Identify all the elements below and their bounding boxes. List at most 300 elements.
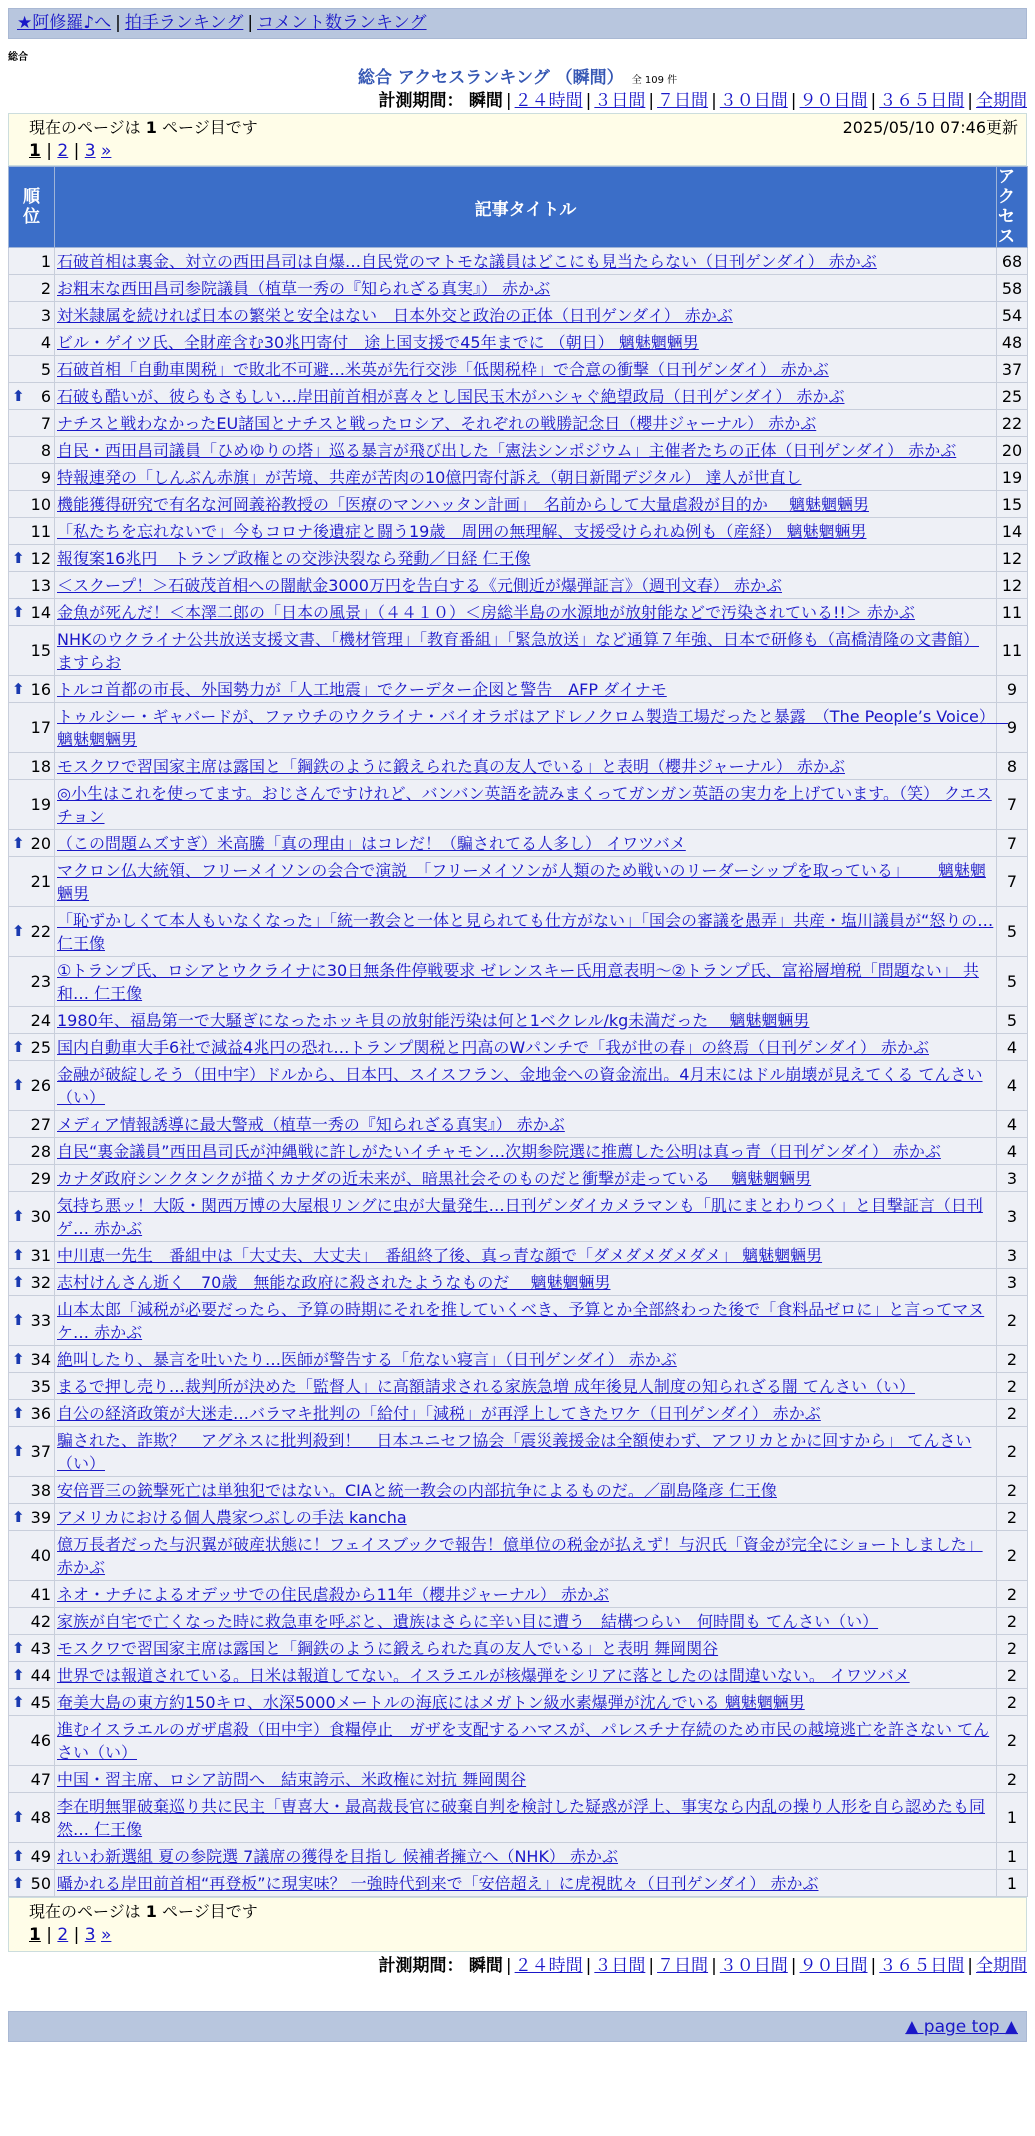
table-row xyxy=(9,356,1028,383)
rank-number: 28 xyxy=(30,1141,51,1161)
table-header-row xyxy=(9,167,1028,248)
table-row xyxy=(9,1165,1028,1192)
rank-cell xyxy=(9,329,55,356)
rank-up-arrow-icon: ⬆ xyxy=(12,1403,25,1422)
section-label: 総合 xyxy=(8,52,28,63)
page-title xyxy=(8,67,1027,89)
rank-number: 4 xyxy=(40,332,51,352)
access-count-cell: 1 xyxy=(997,1843,1028,1870)
title-cell xyxy=(55,1061,997,1111)
period-separator: | xyxy=(711,91,717,111)
article-link[interactable]: 自民“裏金議員”西田昌司氏が沖縄戦に許しがたいイチャモン…次期参院選に推薦した公明は真っ青（日刊ゲンダイ） 赤かぶ xyxy=(57,1141,941,1161)
title-cell xyxy=(55,599,997,626)
rank-cell xyxy=(9,1716,55,1766)
table-row xyxy=(9,857,1028,907)
rank-cell xyxy=(9,1793,55,1843)
rank-up-arrow-icon: ⬆ xyxy=(12,1507,25,1526)
period-link-3[interactable]: ３０日間 xyxy=(719,1956,788,1976)
rank-cell xyxy=(9,703,55,753)
table-row xyxy=(9,1531,1028,1581)
rank-cell xyxy=(9,1581,55,1608)
spacer xyxy=(8,1978,1027,2011)
rank-number: 10 xyxy=(30,494,51,514)
article-link[interactable]: マクロン仏大統領、フリーメイソンの会合で演説 「フリーメイソンが人類のため戦いのリーダーシップを取っている」 魑魅魍魎男 xyxy=(57,860,986,903)
page-link-2[interactable]: 2 xyxy=(57,141,69,161)
rank-number: 34 xyxy=(30,1349,51,1369)
rank-number: 31 xyxy=(30,1245,51,1265)
title-cell xyxy=(55,1608,997,1635)
access-count-cell: 2 xyxy=(997,1400,1028,1427)
article-link[interactable]: 騙された、詐欺？ アグネスに批判殺到！ 日本ユニセフ協会「震災義援金は全額使わず、アフリカとかに回すから」 てんさい（い） xyxy=(57,1430,972,1473)
period-link-5[interactable]: ３６５日間 xyxy=(879,1956,965,1976)
title-cell xyxy=(55,1635,997,1662)
rank-up-arrow-icon: ⬆ xyxy=(12,1665,25,1684)
rank-cell xyxy=(9,1504,55,1531)
article-link[interactable]: ネオ・ナチによるオデッサでの住民虐殺から11年（櫻井ジャーナル） 赤かぶ xyxy=(57,1584,610,1604)
rank-column-header: 順 位 xyxy=(9,167,55,248)
rank-up-arrow-icon: ⬆ xyxy=(12,833,25,852)
period-selector-bottom xyxy=(8,1954,1027,1978)
title-cell xyxy=(55,1477,997,1504)
article-link[interactable]: 金魚が死んだ！＜本澤二郎の「日本の風景」（４４１０）＜房総半島の水源地が放射能などで汚染されている!!＞ 赤かぶ xyxy=(57,602,915,622)
period-link-2[interactable]: ７日間 xyxy=(657,1956,709,1976)
table-row xyxy=(9,302,1028,329)
table-row xyxy=(9,830,1028,857)
rank-cell xyxy=(9,464,55,491)
page-link-3[interactable]: 3 xyxy=(84,1925,96,1945)
rank-number: 24 xyxy=(30,1010,51,1030)
title-cell xyxy=(55,437,997,464)
rank-cell xyxy=(9,518,55,545)
rank-number: 44 xyxy=(30,1665,51,1685)
access-count-cell: 7 xyxy=(997,830,1028,857)
rank-cell xyxy=(9,1843,55,1870)
title-cell xyxy=(55,329,997,356)
article-link[interactable]: れいわ新選組 夏の参院選 7議席の獲得を目指し 候補者擁立へ（NHK） 赤かぶ xyxy=(57,1846,619,1866)
period-link-1[interactable]: ３日間 xyxy=(594,91,646,111)
access-count-cell: 2 xyxy=(997,1373,1028,1400)
page-separator: | xyxy=(40,141,58,161)
rank-cell xyxy=(9,1766,55,1793)
title-column-header: 記事タイトル xyxy=(55,167,997,248)
article-link[interactable]: 石破首相「自動車関税」で敗北不可避…米英が先行交渉「低関税枠」で合意の衝撃（日刊ゲンダイ） 赤かぶ xyxy=(57,359,829,379)
table-row xyxy=(9,491,1028,518)
access-count-cell: 11 xyxy=(997,599,1028,626)
ranking-title: 総合 アクセスランキング （瞬間） xyxy=(357,68,624,88)
article-link[interactable]: 奄美大島の東方約150キロ、水深5000メートルの海底にはメガトン級水素爆弾が沈んでいる 魑魅魍魎男 xyxy=(57,1692,805,1712)
title-cell xyxy=(55,1427,997,1477)
nav-separator: | xyxy=(115,13,121,33)
table-row xyxy=(9,1581,1028,1608)
period-link-3[interactable]: ３０日間 xyxy=(719,91,788,111)
rank-cell xyxy=(9,830,55,857)
title-cell xyxy=(55,383,997,410)
table-row xyxy=(9,275,1028,302)
ranking-table-body xyxy=(9,248,1028,1897)
period-link-0[interactable]: ２４時間 xyxy=(514,91,583,111)
article-link[interactable]: トルコ首都の市長、外国勢力が「人工地震」でクーデター企図と警告 AFP ダイナモ xyxy=(57,679,667,699)
article-link[interactable]: 石破首相は裏金、対立の西田昌司は自爆…自民党のマトモな議員はどこにも見当たらない（日刊ゲンダイ） 赤かぶ xyxy=(57,251,877,271)
access-count-cell: 20 xyxy=(997,437,1028,464)
period-link-2[interactable]: ７日間 xyxy=(657,91,709,111)
rank-cell xyxy=(9,1138,55,1165)
rank-cell xyxy=(9,302,55,329)
title-cell xyxy=(55,1400,997,1427)
table-row xyxy=(9,1870,1028,1897)
period-link-5[interactable]: ３６５日間 xyxy=(879,91,965,111)
article-link[interactable]: 中国・習主席、ロシア訪問へ 結束誇示、米政権に対抗 舞岡関谷 xyxy=(57,1769,527,1789)
article-link[interactable]: （この問題ムズすぎ）米高騰「真の理由」はコレだ！（騙されてる人多し） イワツバメ xyxy=(57,833,686,853)
rank-number: 13 xyxy=(30,575,51,595)
access-count-cell: 14 xyxy=(997,518,1028,545)
article-link[interactable]: 1980年、福島第一で大騒ぎになったホッキ貝の放射能汚染は何と1ベクレル/kg未満だった 魑魅魍魎男 xyxy=(57,1010,810,1030)
title-cell xyxy=(55,753,997,780)
article-link[interactable]: ビル・ゲイツ氏、全財産含む30兆円寄付 途上国支援で45年までに （朝日） 魑魅魍魎男 xyxy=(57,332,699,352)
title-cell xyxy=(55,907,997,957)
period-link-1[interactable]: ３日間 xyxy=(594,1956,646,1976)
rank-cell xyxy=(9,780,55,830)
rank-number: 32 xyxy=(30,1272,51,1292)
rank-up-arrow-icon: ⬆ xyxy=(12,1808,25,1826)
title-cell xyxy=(55,957,997,1007)
title-cell xyxy=(55,1111,997,1138)
article-link[interactable]: ナチスと戦わなかったEU諸国とナチスと戦ったロシア、それぞれの戦勝記念日（櫻井ジャーナル） 赤かぶ xyxy=(57,413,817,433)
article-link[interactable]: 億万長者だった与沢翼が破産状態に！フェイスブックで報告！億単位の税金が払えず！与沢氏「資金が完全にショートしました」 赤かぶ xyxy=(57,1534,983,1577)
table-row xyxy=(9,1608,1028,1635)
article-link[interactable]: ◎小生はこれを使ってます。おじさんですけれど、バンバン英語を読みまくってガンガン英語の実力を上げています。（笑） クエスチョン xyxy=(57,783,992,826)
article-link[interactable]: 自民・西田昌司議員「ひめゆりの塔」巡る暴言が飛び出した「憲法シンポジウム」主催者たちの正体（日刊ゲンダイ） 赤かぶ xyxy=(57,440,957,460)
table-row xyxy=(9,1766,1028,1793)
period-link-0[interactable]: ２４時間 xyxy=(514,1956,583,1976)
rank-cell xyxy=(9,545,55,572)
rank-number: 49 xyxy=(30,1846,51,1866)
rank-cell xyxy=(9,410,55,437)
table-row xyxy=(9,410,1028,437)
article-link[interactable]: 「恥ずかしくて本人もいなくなった」「統一教会と一体と見られても仕方がない」「国会の審議を愚弄」共産・塩川議員が“怒りの… 仁王像 xyxy=(57,910,994,953)
clap-ranking-link[interactable]: 拍手ランキング xyxy=(124,13,244,33)
rank-number: 1 xyxy=(40,251,51,271)
article-link[interactable]: まるで押し売り…裁判所が決めた「監督人」に高額請求される家族急増 成年後見人制度の知られざる闇 てんさい（い） xyxy=(57,1376,916,1396)
access-count-cell: 2 xyxy=(997,1346,1028,1373)
access-count-cell: 2 xyxy=(997,1635,1028,1662)
table-row xyxy=(9,1504,1028,1531)
table-row xyxy=(9,1689,1028,1716)
rank-cell xyxy=(9,1373,55,1400)
access-count-cell: 4 xyxy=(997,1138,1028,1165)
title-cell xyxy=(55,1766,997,1793)
page-top-link[interactable]: ▲ page top ▲ xyxy=(905,2017,1018,2037)
page-status-num: 1 xyxy=(145,118,157,137)
rank-number: 20 xyxy=(30,833,51,853)
rank-number: 18 xyxy=(30,756,51,776)
period-separator: | xyxy=(505,91,512,111)
access-count-cell: 2 xyxy=(997,1581,1028,1608)
article-link[interactable]: モスクワで習国家主席は露国と「鋼鉄のように鍛えられた真の友人でいる」と表明 舞岡関谷 xyxy=(57,1638,719,1658)
access-count-cell: 2 xyxy=(997,1296,1028,1346)
page-status-num: 1 xyxy=(145,1902,157,1921)
table-row xyxy=(9,599,1028,626)
page-info-box-bottom xyxy=(8,1897,1027,1952)
title-cell xyxy=(55,626,997,676)
rank-cell xyxy=(9,572,55,599)
table-row xyxy=(9,957,1028,1007)
access-count-cell: 8 xyxy=(997,753,1028,780)
article-link[interactable]: 世界では報道されている。日米は報道してない。イスラエルが核爆弾をシリアに落としたのは間違いない。 イワツバメ xyxy=(57,1665,910,1685)
period-current: 瞬間 xyxy=(468,91,503,111)
page-status-text xyxy=(29,1901,258,1923)
rank-up-arrow-icon: ⬆ xyxy=(12,1272,25,1291)
period-link-6[interactable]: 全期間 xyxy=(976,91,1027,111)
rank-number: 35 xyxy=(30,1376,51,1396)
table-row xyxy=(9,1192,1028,1242)
period-separator: | xyxy=(585,1956,592,1976)
rank-number: 6 xyxy=(40,386,51,406)
article-link[interactable]: 絶叫したり、暴言を吐いたり…医師が警告する「危ない寝言」（日刊ゲンダイ） 赤かぶ xyxy=(57,1349,677,1369)
article-link[interactable]: 自公の経済政策が大迷走…バラマキ批判の「給付」「減税」が再浮上してきたワケ（日刊ゲンダイ） 赤かぶ xyxy=(57,1403,821,1423)
access-count-cell: 58 xyxy=(997,275,1028,302)
rank-number: 26 xyxy=(30,1076,51,1095)
table-row xyxy=(9,572,1028,599)
title-cell xyxy=(55,1165,997,1192)
access-count-cell: 2 xyxy=(997,1477,1028,1504)
rank-number: 11 xyxy=(30,521,51,541)
rank-up-arrow-icon: ⬆ xyxy=(12,679,25,698)
access-count-cell: 4 xyxy=(997,1034,1028,1061)
table-row xyxy=(9,329,1028,356)
rank-cell xyxy=(9,1608,55,1635)
rank-number: 21 xyxy=(30,872,51,891)
access-column-header: アク セス xyxy=(997,167,1028,248)
rank-up-arrow-icon: ⬆ xyxy=(12,1442,25,1460)
access-count-cell: 3 xyxy=(997,1242,1028,1269)
article-link[interactable]: NHKのウクライナ公共放送支援文書、「機材管理」「教育番組」「緊急放送」など通算７年強、日本で研修も（高橋清隆の文書館） ますらお xyxy=(57,629,980,672)
article-link[interactable]: 山本太郎「減税が必要だったら、予算の時期にそれを推していくべき、予算とか全部終わった後で「食料品ゼロに」と言ってマヌケ… 赤かぶ xyxy=(57,1299,985,1342)
access-count-cell: 48 xyxy=(997,329,1028,356)
rank-number: 43 xyxy=(30,1638,51,1658)
access-count-cell: 2 xyxy=(997,1531,1028,1581)
table-row xyxy=(9,1373,1028,1400)
access-count-cell: 12 xyxy=(997,545,1028,572)
rank-number: 3 xyxy=(40,305,51,325)
table-row xyxy=(9,1269,1028,1296)
table-row xyxy=(9,1007,1028,1034)
article-link[interactable]: メディア情報誘導に最大警戒（植草一秀の『知られざる真実』） 赤かぶ xyxy=(57,1114,565,1134)
access-count-cell: 11 xyxy=(997,626,1028,676)
period-separator: | xyxy=(870,1956,877,1976)
rank-cell xyxy=(9,907,55,957)
rank-cell xyxy=(9,1192,55,1242)
title-cell xyxy=(55,1581,997,1608)
rank-number: 8 xyxy=(40,440,51,460)
page-separator: | xyxy=(40,1925,58,1945)
table-row xyxy=(9,1400,1028,1427)
access-count-cell: 1 xyxy=(997,1870,1028,1897)
period-label: 計測期間： xyxy=(378,91,464,111)
rank-number: 14 xyxy=(30,602,51,622)
title-cell xyxy=(55,857,997,907)
article-link[interactable]: モスクワで習国家主席は露国と「鋼鉄のように鍛えられた真の友人でいる」と表明（櫻井ジャーナル） 赤かぶ xyxy=(57,756,845,776)
rank-cell xyxy=(9,1870,55,1897)
access-count-cell: 2 xyxy=(997,1689,1028,1716)
rank-cell xyxy=(9,1034,55,1061)
rank-cell xyxy=(9,857,55,907)
period-separator: | xyxy=(790,91,797,111)
period-separator: | xyxy=(870,91,877,111)
rank-cell xyxy=(9,1165,55,1192)
article-link[interactable]: 報復案16兆円 トランプ政権との交渉決裂なら発動／日経 仁王像 xyxy=(57,548,531,568)
article-link[interactable]: 志村けんさん逝く 70歳 無能な政府に殺されたようなものだ 魑魅魍魎男 xyxy=(57,1272,611,1292)
article-link[interactable]: 気持ち悪ッ！大阪・関西万博の大屋根リングに虫が大量発生…日刊ゲンダイカメラマンも「肌にまとわりつく」と目撃証言（日刊ゲ… 赤かぶ xyxy=(57,1195,983,1238)
rank-cell xyxy=(9,1061,55,1111)
period-link-4[interactable]: ９０日間 xyxy=(799,91,868,111)
rank-number: 27 xyxy=(30,1114,51,1134)
rank-cell xyxy=(9,356,55,383)
access-count-cell: 4 xyxy=(997,1111,1028,1138)
rank-number: 48 xyxy=(30,1808,51,1827)
title-cell xyxy=(55,780,997,830)
access-count-cell: 2 xyxy=(997,1608,1028,1635)
rank-number: 45 xyxy=(30,1692,51,1712)
title-cell xyxy=(55,1373,997,1400)
rank-cell xyxy=(9,626,55,676)
rank-up-arrow-icon: ⬆ xyxy=(12,1037,25,1056)
page-separator: | xyxy=(68,1925,85,1945)
rank-number: 42 xyxy=(30,1611,51,1631)
page-status-post: ページ目です xyxy=(156,118,258,137)
table-row xyxy=(9,1111,1028,1138)
page-separator: | xyxy=(68,141,85,161)
rank-cell xyxy=(9,676,55,703)
title-cell xyxy=(55,1269,997,1296)
period-link-4[interactable]: ９０日間 xyxy=(799,1956,868,1976)
pagination xyxy=(29,139,1018,163)
article-link[interactable]: 安倍晋三の銃撃死亡は単独犯ではない。CIAと統一教会の内部抗争によるものだ。／副島隆彦 仁王像 xyxy=(57,1480,777,1500)
access-count-cell: 2 xyxy=(997,1716,1028,1766)
rank-number: 46 xyxy=(30,1731,51,1750)
table-row xyxy=(9,1716,1028,1766)
page-status-pre: 現在のページは xyxy=(29,118,146,137)
rank-number: 17 xyxy=(30,718,51,737)
page-link-2[interactable]: 2 xyxy=(57,1925,69,1945)
title-cell xyxy=(55,410,997,437)
page-link-3[interactable]: 3 xyxy=(84,141,96,161)
article-link[interactable]: 家族が自宅で亡くなった時に救急車を呼ぶと、遺族はさらに辛い目に遭う 結構つらい 何時間も てんさい（い） xyxy=(57,1611,879,1631)
rank-number: 36 xyxy=(30,1403,51,1423)
access-count-cell: 5 xyxy=(997,907,1028,957)
rank-cell xyxy=(9,957,55,1007)
article-link[interactable]: 対米隷属を続ければ日本の繁栄と安全はない 日本外交と政治の正体（日刊ゲンダイ） 赤かぶ xyxy=(57,305,733,325)
period-separator: | xyxy=(648,1956,655,1976)
access-count-cell: 2 xyxy=(997,1662,1028,1689)
page-next-link[interactable]: » xyxy=(101,141,112,161)
article-link[interactable]: 進むイスラエルのガザ虐殺（田中宇）食糧停止 ガザを支配するハマスが、パレスチナ存続のため市民の越境逃亡を許さない てんさい（い） xyxy=(57,1719,990,1762)
rank-cell xyxy=(9,1531,55,1581)
rank-cell xyxy=(9,275,55,302)
access-count-cell: 9 xyxy=(997,703,1028,753)
period-separator: | xyxy=(790,1956,797,1976)
article-link[interactable]: ＜スクープ！＞石破茂首相への闇献金3000万円を告白する《元側近が爆弾証言》（週刊文春） 赤かぶ xyxy=(57,575,783,595)
pagination xyxy=(29,1923,1018,1947)
page-status-pre: 現在のページは xyxy=(29,1902,146,1921)
title-cell xyxy=(55,1007,997,1034)
table-row xyxy=(9,1662,1028,1689)
title-cell xyxy=(55,356,997,383)
article-link[interactable]: お粗末な西田昌司参院議員（植草一秀の『知られざる真実』） 赤かぶ xyxy=(57,278,551,298)
article-link[interactable]: 中川恵一先生 番組中は「大丈夫、大丈夫」 番組終了後、真っ青な顔で「ダメダメダメダメ」 魑魅魍魎男 xyxy=(57,1245,823,1265)
table-row xyxy=(9,1427,1028,1477)
title-cell xyxy=(55,545,997,572)
article-link[interactable]: 国内自動車大手6社で減益4兆円の恐れ…トランプ関税と円高のWパンチで「我が世の春」の終焉（日刊ゲンダイ） 赤かぶ xyxy=(57,1037,929,1057)
article-link[interactable]: 李在明無罪破棄巡り共に民主「曺喜大・最高裁長官に破棄自判を検討した疑惑が浮上、事実なら内乱の操り人形を自ら認めたも同然… 仁王像 xyxy=(57,1796,986,1839)
table-row xyxy=(9,1061,1028,1111)
title-cell xyxy=(55,302,997,329)
rank-cell xyxy=(9,1269,55,1296)
rank-up-arrow-icon: ⬆ xyxy=(12,1692,25,1711)
access-count-cell: 5 xyxy=(997,1007,1028,1034)
rank-number: 29 xyxy=(30,1168,51,1188)
rank-number: 7 xyxy=(40,413,51,433)
period-separator: | xyxy=(585,91,592,111)
article-link[interactable]: 機能獲得研究で有名な河岡義裕教授の「医療のマンハッタン計画」 名前からして大量虐殺が目的か 魑魅魍魎男 xyxy=(57,494,869,514)
comment-ranking-link[interactable]: コメント数ランキング xyxy=(257,13,427,33)
total-count: 全 109 件 xyxy=(631,75,678,86)
rank-number: 38 xyxy=(30,1480,51,1500)
rank-up-arrow-icon: ⬆ xyxy=(12,1207,25,1225)
article-link[interactable]: 石破も酷いが、彼らもさもしい…岸田前首相が喜々とし国民玉木がハシャぐ絶望政局（日刊ゲンダイ） 赤かぶ xyxy=(57,386,845,406)
rank-up-arrow-icon: ⬆ xyxy=(12,1846,25,1865)
article-link[interactable]: カナダ政府シンクタンクが描くカナダの近未来が、暗黒社会そのものだと衝撃が走っている 魑魅魍魎男 xyxy=(57,1168,812,1188)
table-row xyxy=(9,464,1028,491)
article-link[interactable]: アメリカにおける個人農家つぶしの手法 kancha xyxy=(57,1507,407,1527)
title-cell xyxy=(55,1531,997,1581)
rank-number: 37 xyxy=(30,1442,51,1461)
page-next-link[interactable]: » xyxy=(101,1925,112,1945)
table-row xyxy=(9,545,1028,572)
rank-number: 33 xyxy=(30,1311,51,1330)
rank-up-arrow-icon: ⬆ xyxy=(12,922,25,940)
page-status-post: ページ目です xyxy=(156,1902,258,1921)
title-cell xyxy=(55,464,997,491)
article-link[interactable]: 囁かれる岸田前首相“再登板”に現実味？ 一強時代到来で「安倍超え」に虎視眈々（日刊ゲンダイ） 赤かぶ xyxy=(57,1873,819,1893)
table-row xyxy=(9,676,1028,703)
article-link[interactable]: 「私たちを忘れないで」今もコロナ後遺症と闘う19歳 周囲の無理解、支援受けられぬ例も（産経） 魑魅魍魎男 xyxy=(57,521,867,541)
title-cell xyxy=(55,518,997,545)
access-count-cell: 12 xyxy=(997,572,1028,599)
access-count-cell: 25 xyxy=(997,383,1028,410)
title-cell xyxy=(55,1843,997,1870)
title-cell xyxy=(55,1870,997,1897)
bottom-bar xyxy=(8,2011,1027,2042)
table-row xyxy=(9,1034,1028,1061)
title-cell xyxy=(55,1192,997,1242)
period-link-6[interactable]: 全期間 xyxy=(976,1956,1027,1976)
top-nav-bar xyxy=(8,8,1027,39)
table-row xyxy=(9,1242,1028,1269)
table-row xyxy=(9,1138,1028,1165)
article-link[interactable]: 金融が破綻しそう（田中宇）ドルから、日本円、スイスフラン、金地金への資金流出。4月末にはドル崩壊が見えてくる てんさい（い） xyxy=(57,1064,983,1107)
title-cell xyxy=(55,248,997,275)
page xyxy=(8,8,1027,2042)
access-count-cell: 7 xyxy=(997,780,1028,830)
table-row xyxy=(9,383,1028,410)
article-link[interactable]: トゥルシー・ギャバードが、ファウチのウクライナ・バイオラボはアドレノクロム製造工場だったと暴露 （The People’s Voice） 魑魅魍魎男 xyxy=(57,706,1008,749)
rank-number: 30 xyxy=(30,1207,51,1226)
rank-up-arrow-icon: ⬆ xyxy=(12,1873,25,1892)
title-cell xyxy=(55,1242,997,1269)
article-link[interactable]: ①トランプ氏、ロシアとウクライナに30日無条件停戦要求 ゼレンスキー氏用意表明～②トランプ氏、富裕層増税「問題ない」 共和… 仁王像 xyxy=(57,960,979,1003)
home-link[interactable]: ★阿修羅♪へ xyxy=(17,13,112,33)
article-link[interactable]: 特報連発の「しんぶん赤旗」が苦境、共産が苦肉の10億円寄付訴え（朝日新聞デジタル） 達人が世直し xyxy=(57,467,802,487)
